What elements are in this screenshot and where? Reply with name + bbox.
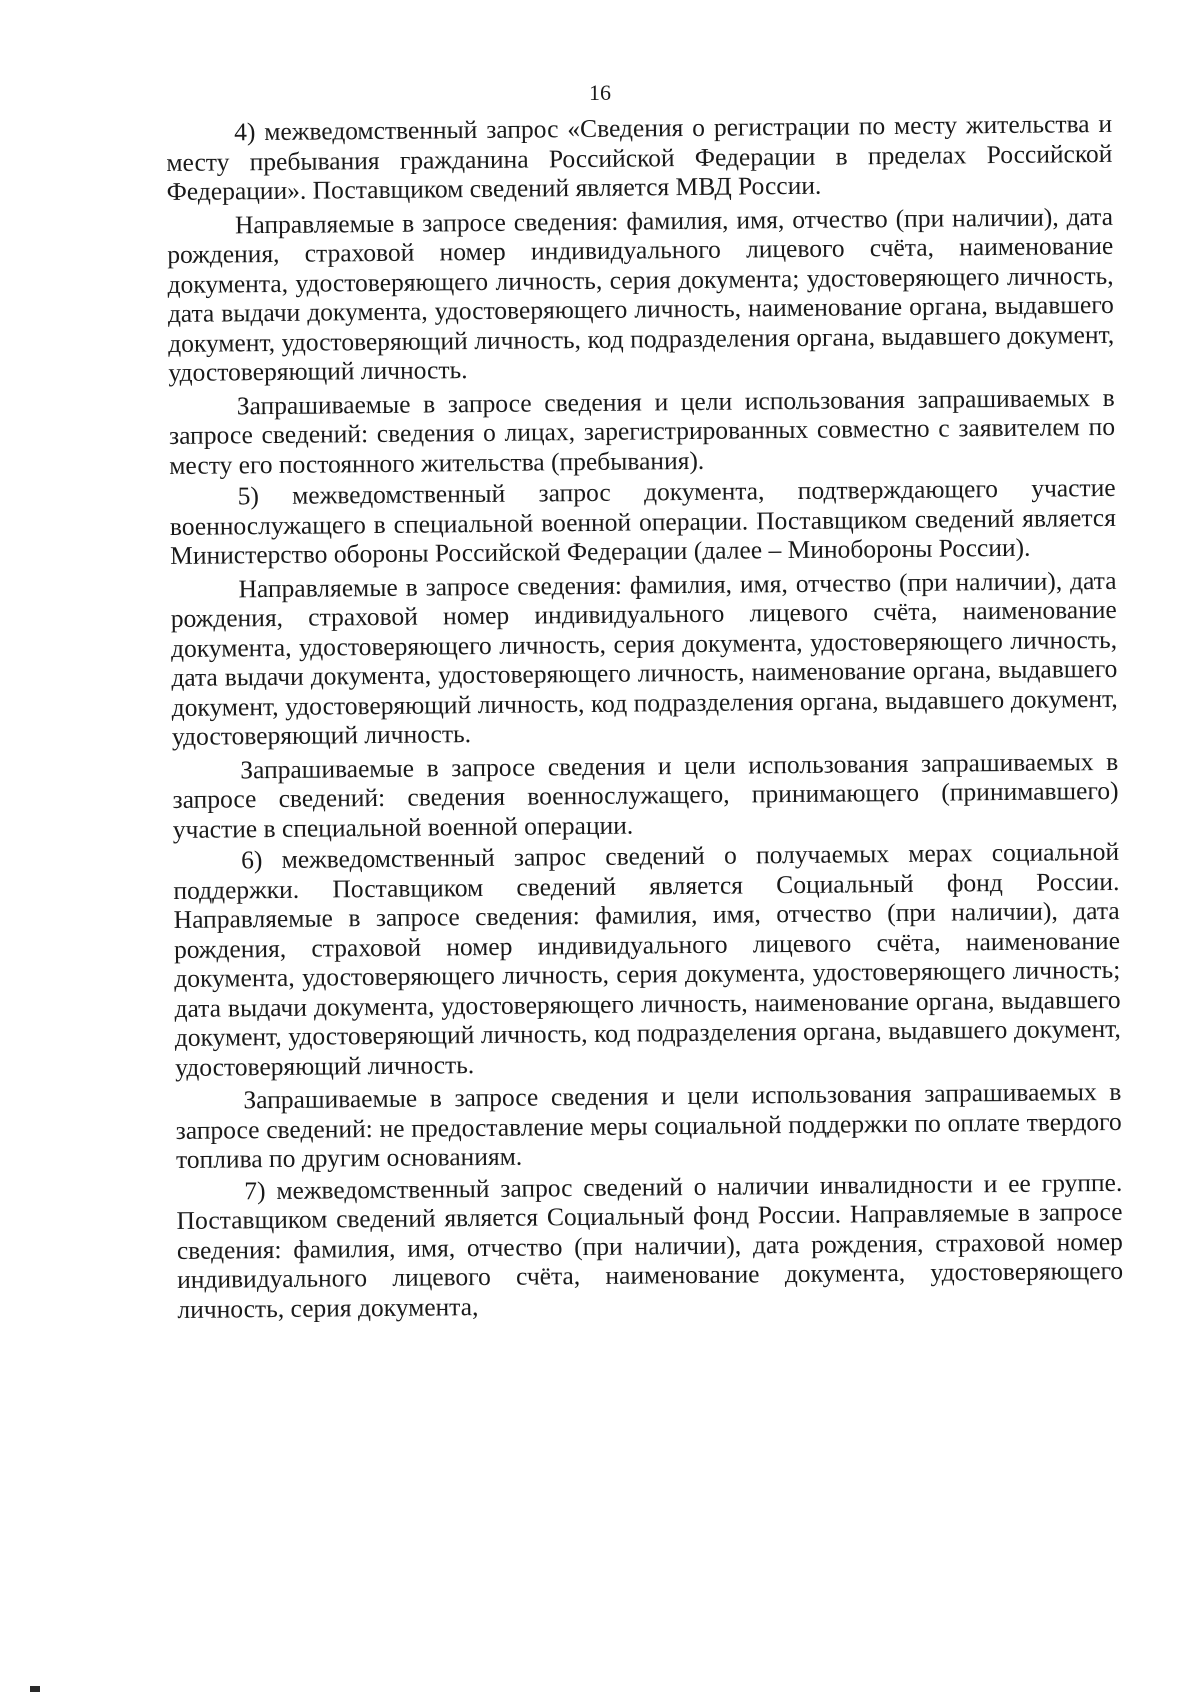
paragraph-item-5-requested-data: Запрашиваемые в запросе сведения и цели использования запрашиваемых в запросе сведений: сведения военнослужащего, принимающего (принимавшего) участие в специальной военной операции. (172, 746, 1119, 844)
paragraph-item-6-requested-data: Запрашиваемые в запросе сведения и цели использования запрашиваемых в запросе сведений: не предоставление меры социальной поддержки по оплате твердого топлива по другим основаниям. (175, 1076, 1122, 1174)
paragraph-item-4-request: 4) межведомственный запрос «Сведения о регистрации по месту жительства и месту пребывания гражданина Российской Федерации в пределах Российской Федерации». Поставщиком сведений является МВД России. (166, 108, 1113, 206)
paragraph-item-5-sent-data: Направляемые в запросе сведения: фамилия, имя, отчество (при наличии), дата рождения, страховой номер индивидуального лицевого счёта, наименование документа, удостоверяющего личность, серия документа, удостоверяющего личность, дата выдачи документа, удостоверяющего личность, наименование органа, выдавшего документ, удостоверяющий личность, код подразделения органа, выдавшего документ, удостоверяющий личность. (170, 565, 1118, 751)
paragraph-item-7-request: 7) межведомственный запрос сведений о наличии инвалидности и ее группе. Поставщиком сведений является Социальный фонд России. Направляемые в запросе сведения: фамилия, имя, отчество (при наличии), дата рождения, страховой номер индивидуального лицевого счёта, наименование документа, удостоверяющего личность, серия документа, (176, 1167, 1124, 1324)
document-body (166, 109, 1124, 1328)
paragraph-item-6-request: 6) межведомственный запрос сведений о получаемых мерах социальной поддержки. Поставщиком сведений является Социальный фонд России. Направляемые в запросе сведения: фамилия, имя, отчество (при наличии), дата рождения, страховой номер индивидуального лицевого счёта, наименование документа, удостоверяющего личность, серия документа, удостоверяющего личность; дата выдачи документа, удостоверяющего личность, наименование органа, выдавшего документ, удостоверяющий личность, код подразделения органа, выдавшего документ, удостоверяющий личность. (173, 836, 1121, 1082)
paragraph-item-4-sent-data: Направляемые в запросе сведения: фамилия, имя, отчество (при наличии), дата рождения, страховой номер индивидуального лицевого счёта, наименование документа, удостоверяющего личность, серия документа; удостоверяющего личность, дата выдачи документа, удостоверяющего личность, наименование органа, выдавшего документ, удостоверяющий личность, код подразделения органа, выдавшего документ, удостоверяющий личность. (167, 201, 1115, 387)
paragraph-item-4-requested-data: Запрашиваемые в запросе сведения и цели использования запрашиваемых в запросе сведений: сведения о лицах, зарегистрированных совместно с заявителем по месту его постоянного жительства (пребывания). (168, 382, 1116, 480)
paragraph-item-5-request: 5) межведомственный запрос документа, подтверждающего участие военнослужащего в специальной военной операции. Поставщиком сведений является Министерство обороны Российской Федерации (далее – Минобороны России). (169, 472, 1117, 570)
page-number: 16 (589, 80, 611, 105)
scan-artifact-mark (30, 1686, 40, 1692)
